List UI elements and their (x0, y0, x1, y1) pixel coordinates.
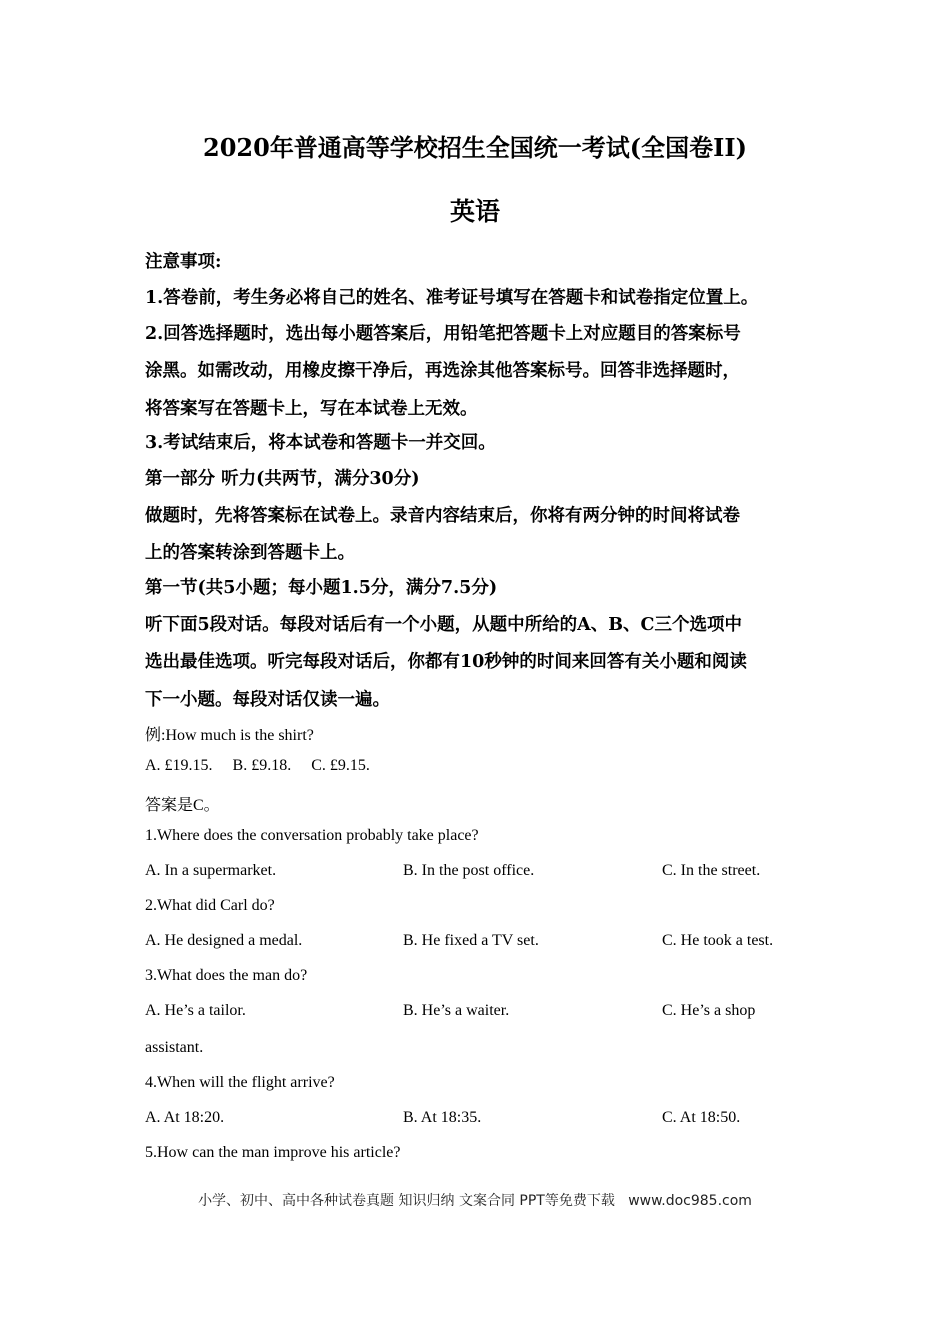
exam-subject: 英语 (449, 197, 500, 226)
exam-title: 2020年普通高等学校招生全国统一考试(全国卷II) (203, 133, 747, 162)
question-4: 4.When will the flight arrive? (145, 1074, 335, 1091)
notice-item-2-line-3: 将答案写在答题卡上，写在本试卷上无效。 (145, 399, 478, 419)
option-b: B. He’s a waiter. (403, 1002, 510, 1019)
question-3-options (145, 1002, 825, 1024)
question-1-options (145, 862, 825, 884)
example-options: A. £19.15. B. £9.18. C. £9.15. (145, 757, 370, 774)
question-2: 2.What did Carl do? (145, 897, 275, 914)
option-a: A. He’s a tailor. (145, 1002, 246, 1019)
option-a: A. At 18:20. (145, 1109, 225, 1126)
option-b: B. He fixed a TV set. (403, 932, 539, 949)
question-1: 1.Where does the conversation probably take place? (145, 827, 479, 844)
part1-instruction-line-2: 上的答案转涂到答题卡上。 (145, 543, 355, 563)
section1-instruction-line-1: 听下面5段对话。每段对话后有一个小题，从题中所给的A、B、C三个选项中 (145, 615, 742, 635)
page-footer: 小学、初中、高中各种试卷真题 知识归纳 文案合同 PPT等免费下载 www.doc985.com (198, 1193, 752, 1209)
question-2-options (145, 932, 825, 954)
question-4-options (145, 1109, 825, 1131)
section1-heading: 第一节(共5小题；每小题1.5分，满分7.5分) (145, 578, 498, 598)
notice-item-1: 1.答卷前，考生务必将自己的姓名、准考证号填写在答题卡和试卷指定位置上。 (145, 288, 759, 308)
example-answer: 答案是C。 (145, 797, 220, 814)
option-a: A. In a supermarket. (145, 862, 277, 879)
option-c: C. He’s a shop (662, 1002, 756, 1019)
example-question: 例:How much is the shirt? (145, 727, 314, 744)
part1-instruction-line-1: 做题时，先将答案标在试卷上。录音内容结束后，你将有两分钟的时间将试卷 (145, 506, 740, 526)
option-c: C. He took a test. (662, 932, 774, 949)
section1-instruction-line-3: 下一小题。每段对话仅读一遍。 (145, 690, 390, 710)
question-3-option-c-continued: assistant. (145, 1039, 204, 1056)
question-5: 5.How can the man improve his article? (145, 1144, 401, 1161)
option-a: A. He designed a medal. (145, 932, 303, 949)
option-c: C. In the street. (662, 862, 761, 879)
question-3: 3.What does the man do? (145, 967, 308, 984)
option-b: B. At 18:35. (403, 1109, 482, 1126)
option-c: C. At 18:50. (662, 1109, 741, 1126)
notice-heading: 注意事项: (145, 252, 222, 272)
section1-instruction-line-2: 选出最佳选项。听完每段对话后，你都有10秒钟的时间来回答有关小题和阅读 (145, 652, 747, 672)
part1-heading: 第一部分 听力(共两节，满分30分) (145, 469, 420, 489)
notice-item-2-line-2: 涂黑。如需改动，用橡皮擦干净后，再选涂其他答案标号。回答非选择题时， (145, 361, 740, 381)
notice-item-2-line-1: 2.回答选择题时，选出每小题答案后，用铅笔把答题卡上对应题目的答案标号 (145, 324, 741, 344)
notice-item-3: 3.考试结束后，将本试卷和答题卡一并交回。 (145, 433, 496, 453)
option-b: B. In the post office. (403, 862, 535, 879)
